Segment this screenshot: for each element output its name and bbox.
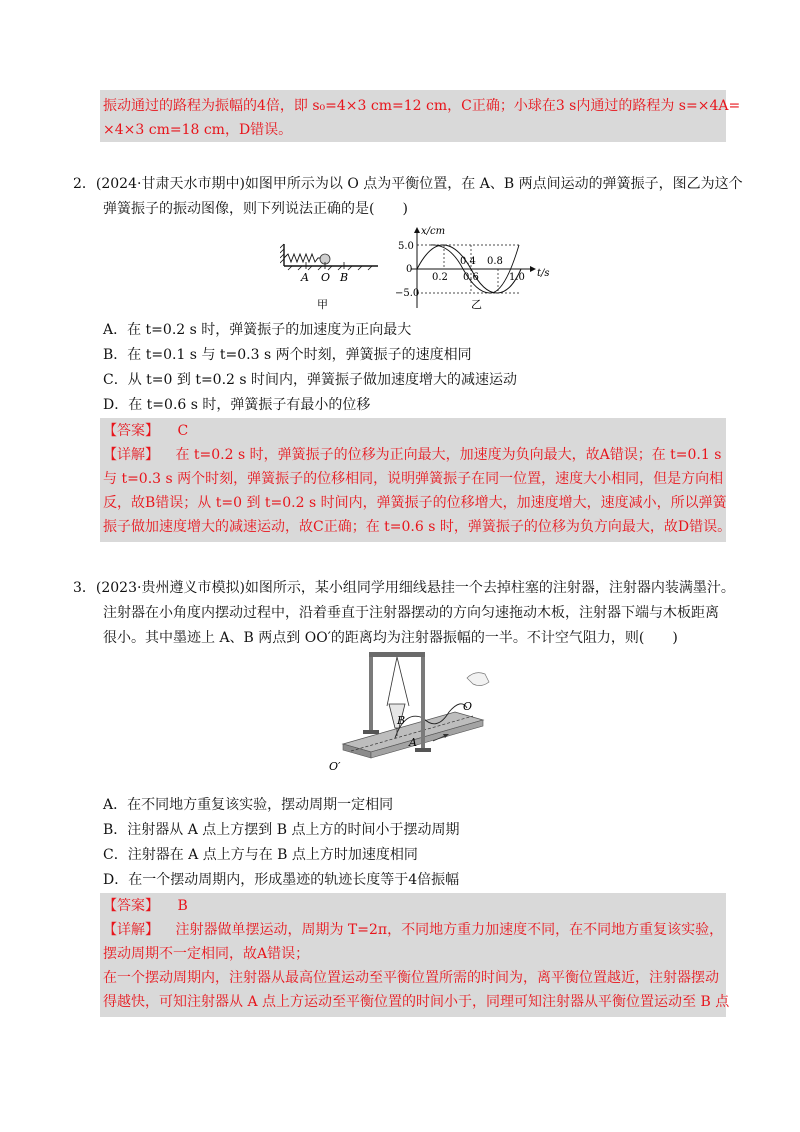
q2-detail-line-3: 反，故B错误；从 t=0 到 t=0.2 s 时间内，弹簧振子的位移增大，加速度增大，速度减小，所以弹簧	[103, 495, 727, 511]
q3-answer-value: B	[177, 898, 188, 914]
q3-stem-line-3: 很小。其中墨迹上 A、B 两点到 OO′的距离均为注射器振幅的一半。不计空气阻力，则( )	[103, 630, 678, 646]
q2-stem-line-1: 2．(2024·甘肃天水市期中)如图甲所示为以 O 点为平衡位置，在 A、B 两点间运动的弹簧振子，图乙为这个	[73, 176, 743, 192]
q3-fig-label-O-prime: O′	[329, 760, 341, 773]
q2-stem-line-2: 弹簧振子的振动图像，则下列说法正确的是( )	[103, 201, 408, 217]
q2-detail-text-1: 在 t=0.2 s 时，弹簧振子的位移为正向最大，加速度为负向最大，故A错误；在 t=0.1 s	[175, 447, 722, 463]
q2-detail-line-4: 振子做加速度增大的减速运动，故C正确；在 t=0.6 s 时，弹簧振子的位移为负方向最大，故D错误。	[103, 519, 732, 535]
q3-option-a: A．在不同地方重复该实验，摆动周期一定相同	[103, 797, 394, 813]
q3-fig-label-A: A	[409, 736, 417, 749]
q2-fig-caption-jia: 甲	[317, 298, 328, 311]
q2-graph-tick-06: 0.6	[463, 272, 479, 283]
q2-option-d: D．在 t=0.6 s 时，弹簧振子有最小的位移	[103, 397, 371, 413]
q2-fig-label-O: O	[321, 271, 331, 284]
q2-graph-tick-10: 1.0	[509, 272, 525, 283]
q3-option-d: D．在一个摆动周期内，形成墨迹的轨迹长度等于4倍振幅	[103, 872, 460, 888]
q3-detail-line-1	[103, 920, 723, 940]
q3-answer-line	[103, 896, 188, 916]
top-explanation-line-2: ×4×3 cm=18 cm，D错误。	[103, 122, 293, 138]
q3-stem-line-2: 注射器在小角度内摆动过程中，沿着垂直于注射器摆动的方向匀速拖动木板，注射器下端与木板距离	[103, 605, 719, 621]
top-explanation-line-1: 振动通过的路程为振幅的4倍，即 s₀=4×3 cm=12 cm，C正确；小球在3 s内通过的路程为 s=×4A=	[103, 98, 741, 114]
q2-option-c: C．从 t=0 到 t=0.2 s 时间内，弹簧振子做加速度增大的减速运动	[103, 372, 518, 388]
q3-option-b: B．注射器从 A 点上方摆到 B 点上方的时间小于摆动周期	[103, 822, 460, 838]
q2-graph-tick-04: 0.4	[460, 256, 476, 267]
q3-figure-syringe-pendulum	[325, 648, 495, 778]
q2-figure-spring-oscillator	[280, 236, 390, 314]
q2-graph-tick-08: 0.8	[487, 256, 503, 267]
q2-answer-tag: 【答案】	[103, 423, 159, 439]
q2-graph-x-label: t/s	[537, 268, 550, 279]
q3-fig-label-O: O	[463, 700, 473, 713]
q2-graph-y-label: x/cm	[421, 226, 446, 237]
q2-graph-y-top: 5.0	[398, 241, 414, 252]
q2-option-b: B．在 t=0.1 s 与 t=0.3 s 两个时刻，弹簧振子的速度相同	[103, 347, 472, 363]
q2-option-a: A．在 t=0.2 s 时，弹簧振子的加速度为正向最大	[103, 322, 412, 338]
q2-figure-vibration-graph	[395, 224, 560, 314]
q3-detail-text-1: 注射器做单摆运动，周期为 T=2π，不同地方重力加速度不同，在不同地方重复该实验，	[175, 922, 724, 938]
q3-answer-tag: 【答案】	[103, 898, 159, 914]
q2-graph-y-bottom: −5.0	[395, 288, 420, 299]
q2-answer-line	[103, 421, 188, 441]
q2-fig-label-B: B	[340, 271, 349, 284]
q3-stem-line-1: 3．(2023·贵州遵义市模拟)如图所示，某小组同学用细线悬挂一个去掉柱塞的注射器，注射器内装满墨汁。	[73, 580, 735, 596]
q2-graph-tick-02: 0.2	[432, 272, 448, 283]
q3-detail-line-3: 在一个摆动周期内，注射器从最高位置运动至平衡位置所需的时间为，离平衡位置越近，注射器摆动	[103, 970, 719, 986]
q3-detail-line-4: 得越快，可知注射器从 A 点上方运动至平衡位置的时间小于，同理可知注射器从平衡位置运动至 B 点	[103, 994, 730, 1010]
q3-detail-line-2: 摆动周期不一定相同，故A错误；	[103, 946, 310, 962]
q2-detail-tag: 【详解】	[103, 447, 159, 463]
q2-detail-line-2: 与 t=0.3 s 两个时刻，弹簧振子的位移相同，说明弹簧振子在同一位置，速度大小相同，但是方向相	[103, 471, 724, 487]
q2-graph-caption-yi: 乙	[471, 298, 482, 311]
q2-answer-value: C	[177, 423, 189, 439]
q3-fig-label-B: B	[397, 714, 406, 727]
q2-graph-origin: 0	[406, 264, 413, 275]
q2-detail-line-1	[103, 445, 721, 465]
q2-fig-label-A: A	[301, 271, 309, 284]
q3-detail-tag: 【详解】	[103, 922, 159, 938]
q3-option-c: C．注射器在 A 点上方与在 B 点上方时加速度相同	[103, 847, 418, 863]
